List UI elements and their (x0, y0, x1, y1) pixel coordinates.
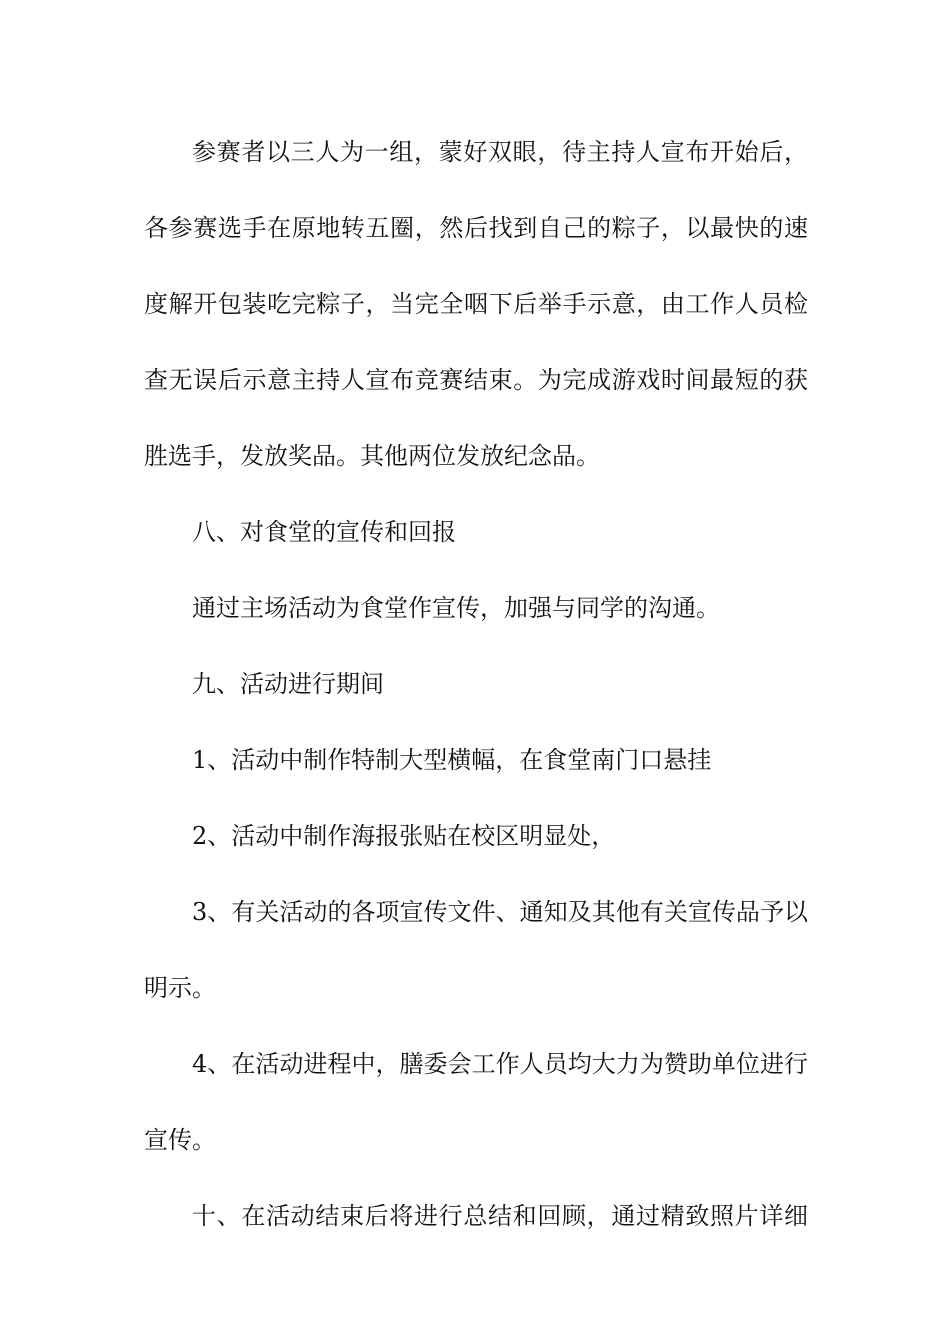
paragraph-line: 胜选手，发放奖品。其他两位发放纪念品。 (144, 442, 600, 470)
paragraph-line: 4、在活动进程中，膳委会工作人员均大力为赞助单位进行 (192, 1050, 808, 1078)
paragraph-line: 3、有关活动的各项宣传文件、通知及其他有关宣传品予以 (192, 898, 808, 926)
paragraph-line: 度解开包装吃完粽子，当完全咽下后举手示意，由工作人员检 (144, 290, 808, 318)
paragraph-line: 明示。 (144, 974, 216, 1002)
paragraph-line: 各参赛选手在原地转五圈，然后找到自己的粽子，以最快的速 (144, 214, 808, 242)
paragraph-line: 2、活动中制作海报张贴在校区明显处， (192, 822, 616, 850)
paragraph-line: 九、活动进行期间 (192, 670, 384, 698)
document-body (144, 114, 808, 1254)
paragraph-line: 参赛者以三人为一组，蒙好双眼，待主持人宣布开始后， (192, 138, 808, 166)
paragraph-line: 八、对食堂的宣传和回报 (192, 518, 456, 546)
paragraph-line: 1、活动中制作特制大型横幅，在食堂南门口悬挂 (192, 746, 712, 774)
paragraph-line: 十、在活动结束后将进行总结和回顾，通过精致照片详细 (192, 1202, 808, 1230)
paragraph-line: 查无误后示意主持人宣布竞赛结束。为完成游戏时间最短的获 (144, 366, 808, 394)
paragraph-line: 宣传。 (144, 1126, 216, 1154)
paragraph-line: 通过主场活动为食堂作宣传，加强与同学的沟通。 (192, 594, 720, 622)
